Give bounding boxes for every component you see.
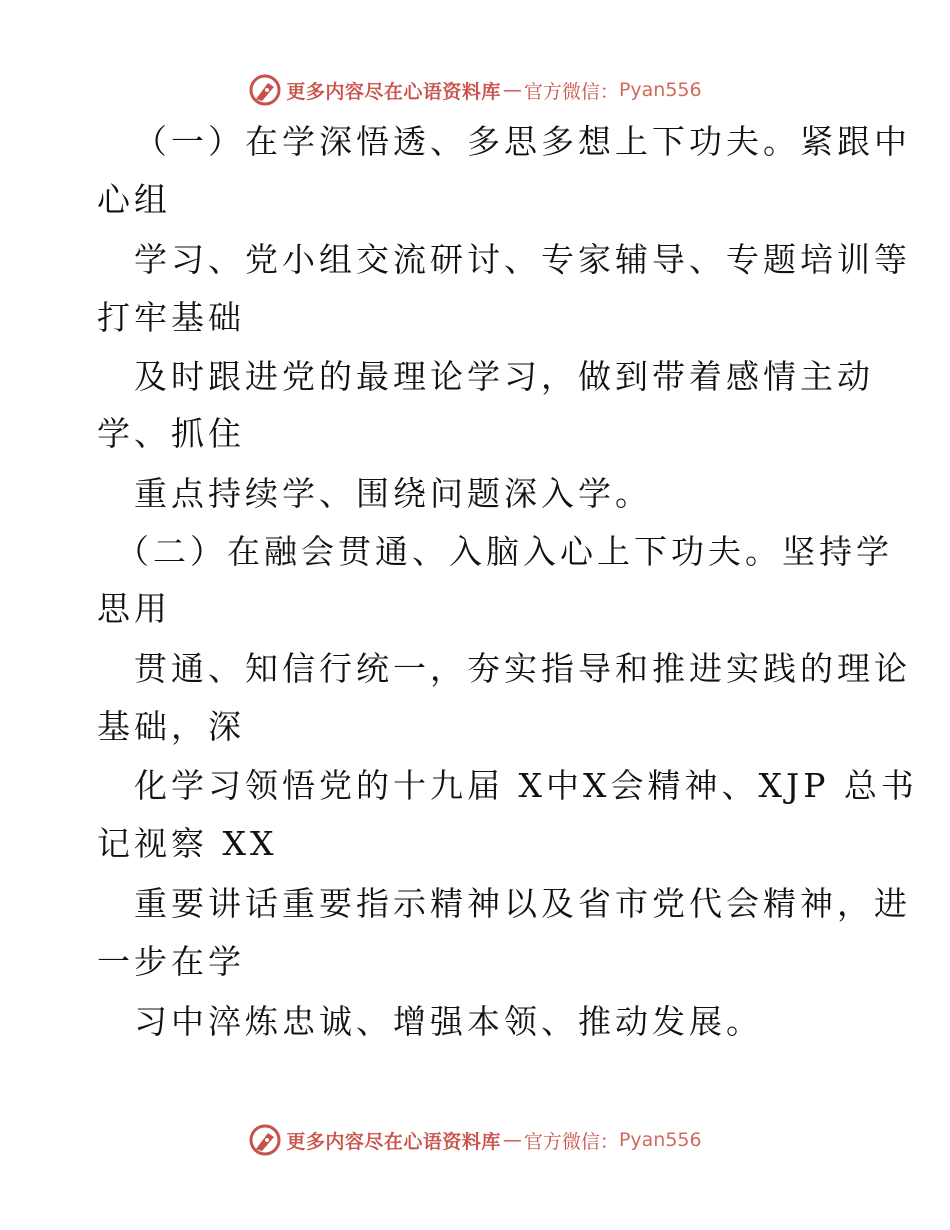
watermark-main: 更多内容尽在心语资料库 bbox=[286, 80, 501, 103]
pen-nib-logo-icon bbox=[248, 1123, 282, 1157]
text-line: 学习、党小组交流研讨、专家辅导、专题培训等 bbox=[134, 240, 911, 279]
text-line: 记视察 XX bbox=[97, 824, 278, 863]
watermark-dash: — bbox=[502, 79, 522, 101]
text-line: 贯通、知信行统一，夯实指导和推进实践的理论 bbox=[134, 649, 911, 688]
text-line: 基础，深 bbox=[97, 707, 245, 746]
text-line: 一步在学 bbox=[97, 942, 245, 981]
text-line: （二）在融会贯通、入脑入心上下功夫。坚持学 bbox=[116, 532, 893, 571]
text-line: 心组 bbox=[97, 180, 171, 219]
watermark-footer bbox=[0, 1120, 950, 1160]
watermark-main: 更多内容尽在心语资料库 bbox=[286, 1130, 501, 1153]
watermark-id: Pyan556 bbox=[618, 1129, 702, 1151]
text-line: 及时跟进党的最理论学习，做到带着感情主动 bbox=[134, 357, 874, 396]
text-line: （一）在学深悟透、多思多想上下功夫。紧跟中 bbox=[134, 122, 911, 161]
text-line: 打牢基础 bbox=[97, 298, 245, 337]
text-line: 化学习领悟党的十九届 X中X会精神、XJP 总书 bbox=[134, 766, 918, 805]
watermark-id: Pyan556 bbox=[618, 79, 702, 101]
text-line: 思用 bbox=[97, 589, 171, 628]
watermark-dash: — bbox=[502, 1129, 522, 1151]
watermark-text bbox=[286, 1127, 701, 1154]
watermark-text bbox=[286, 77, 701, 104]
text-line: 学、抓住 bbox=[97, 414, 245, 453]
text-line: 习中淬炼忠诚、增强本领、推动发展。 bbox=[134, 1002, 763, 1041]
watermark-sub: 官方微信： bbox=[523, 1130, 619, 1153]
watermark-header bbox=[0, 70, 950, 110]
text-line: 重点持续学、围绕问题深入学。 bbox=[134, 474, 652, 513]
pen-nib-logo-icon bbox=[248, 73, 282, 107]
text-line: 重要讲话重要指示精神以及省市党代会精神，进 bbox=[134, 884, 911, 923]
watermark-sub: 官方微信： bbox=[523, 80, 619, 103]
